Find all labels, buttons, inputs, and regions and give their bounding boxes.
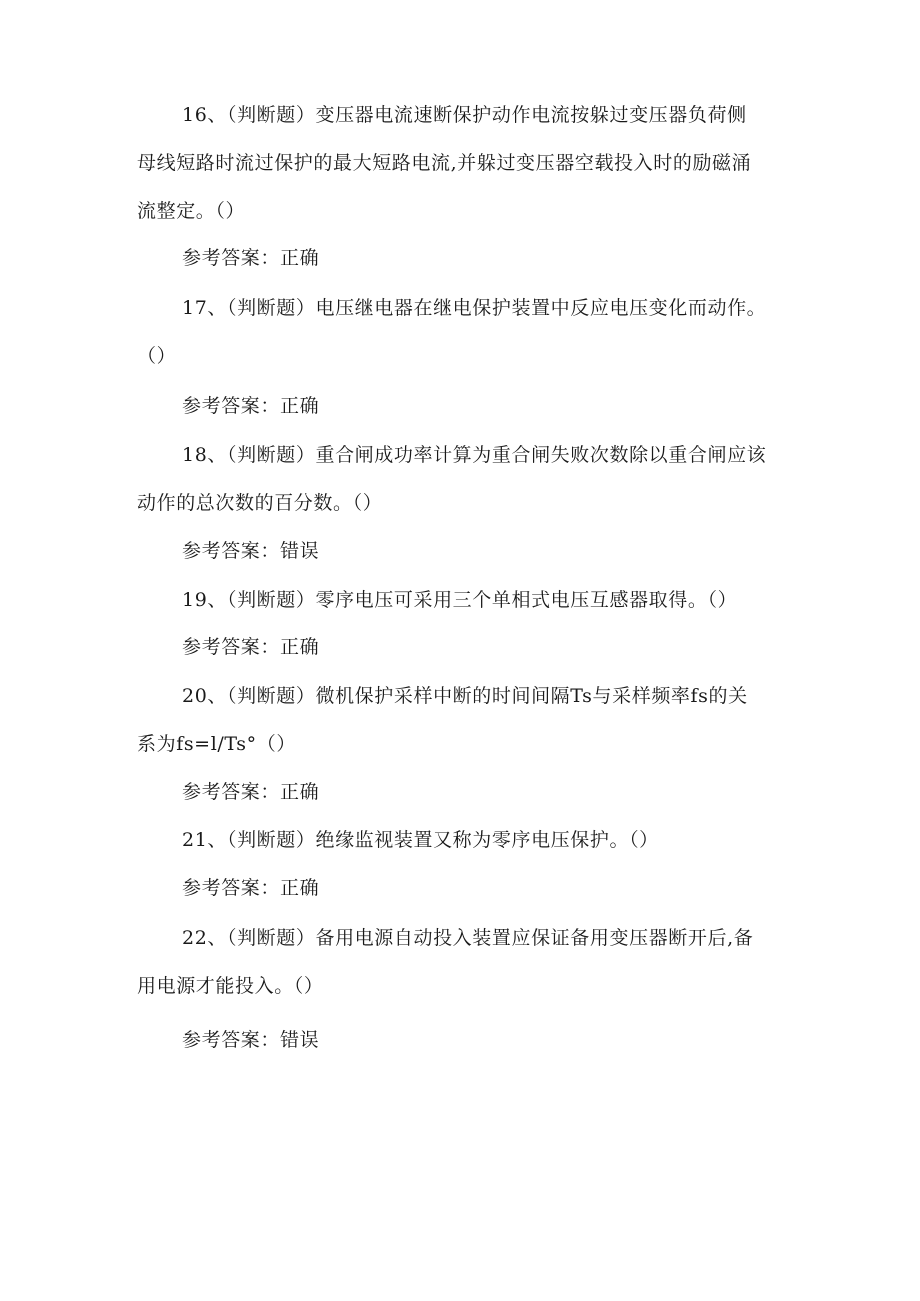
q20-answer: 参考答案：正确 [182, 781, 320, 803]
q17-line-2: （） [137, 345, 177, 367]
q19-line-1: 19、（判断题）零序电压可采用三个单相式电压互感器取得。（） [182, 589, 738, 611]
q18-line-2: 动作的总次数的百分数。（） [137, 492, 383, 514]
q18-line-1: 18、（判断题）重合闸成功率计算为重合闸失败次数除以重合闸应该 [182, 444, 767, 466]
q20-line-1: 20、（判断题）微机保护采样中断的时间间隔Ts与采样频率fs的关 [182, 685, 748, 707]
q21-line-1: 21、（判断题）绝缘监视装置又称为零序电压保护。（） [182, 829, 659, 851]
q20-line-2: 系为fs=l/Ts°（） [137, 733, 296, 755]
q22-answer: 参考答案：错误 [182, 1029, 320, 1051]
q16-answer: 参考答案：正确 [182, 247, 320, 269]
q16-line-2: 母线短路时流过保护的最大短路电流,并躲过变压器空载投入时的励磁涌 [137, 152, 752, 174]
q21-answer: 参考答案：正确 [182, 877, 320, 899]
q16-line-1: 16、（判断题）变压器电流速断保护动作电流按躲过变压器负荷侧 [182, 104, 747, 126]
q17-line-1: 17、（判断题）电压继电器在继电保护装置中反应电压变化而动作。 [182, 297, 767, 319]
q22-line-1: 22、（判断题）备用电源自动投入装置应保证备用变压器断开后,备 [182, 927, 754, 949]
q18-answer: 参考答案：错误 [182, 540, 320, 562]
q16-line-3: 流整定。（） [137, 200, 246, 222]
q17-answer: 参考答案：正确 [182, 395, 320, 417]
q22-line-2: 用电源才能投入。（） [137, 975, 324, 997]
q19-answer: 参考答案：正确 [182, 636, 320, 658]
